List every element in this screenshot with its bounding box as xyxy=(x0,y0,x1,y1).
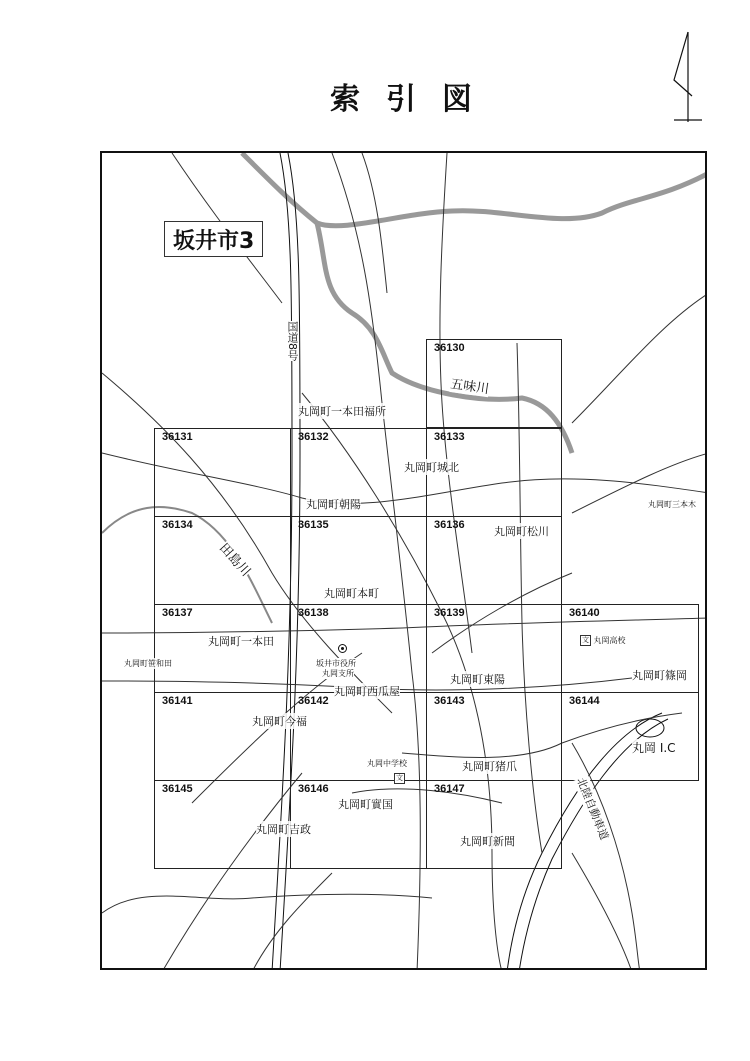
cell-id: 36136 xyxy=(434,519,465,531)
place-label: 丸岡町篠岡 xyxy=(632,669,687,682)
north-arrow-icon xyxy=(672,30,712,140)
grid-cell[interactable] xyxy=(154,516,291,605)
high-school-label xyxy=(580,635,626,646)
cell-id: 36142 xyxy=(298,695,329,707)
place-label: 丸岡町一本田福所 xyxy=(298,405,386,418)
grid-cell[interactable] xyxy=(426,339,562,428)
gomi-river-label: 五味川 xyxy=(449,373,490,397)
grid-cell[interactable] xyxy=(154,692,291,781)
place-label: 丸岡町本町 xyxy=(324,587,379,600)
city-office-branch-label: 丸岡支所 xyxy=(322,669,354,678)
cell-id: 36146 xyxy=(298,783,329,795)
cell-id: 36145 xyxy=(162,783,193,795)
place-label: 丸岡町東陽 xyxy=(450,673,505,686)
place-label: 丸岡町猪爪 xyxy=(462,760,517,773)
page-title: 索引図 xyxy=(330,82,498,117)
middle-school-label: 丸岡中学校 xyxy=(367,759,407,768)
cell-id: 36131 xyxy=(162,431,193,443)
place-label: 丸岡町朝陽 xyxy=(306,498,361,511)
cell-id: 36138 xyxy=(298,607,329,619)
cell-id: 36140 xyxy=(569,607,600,619)
index-map xyxy=(100,151,707,970)
ic-label: 丸岡 I.C xyxy=(632,741,676,755)
place-label: 丸岡町西瓜屋 xyxy=(334,685,400,698)
place-label: 丸岡町三本木 xyxy=(648,500,696,509)
cell-id: 36137 xyxy=(162,607,193,619)
cell-id: 36139 xyxy=(434,607,465,619)
place-label: 丸岡町一本田 xyxy=(208,635,274,648)
cell-id: 36144 xyxy=(569,695,600,707)
cell-id: 36133 xyxy=(434,431,465,443)
place-label: 丸岡町城北 xyxy=(404,461,459,474)
gomi-river xyxy=(242,153,707,226)
middle-school-symbol xyxy=(394,768,405,787)
school-icon: 文 xyxy=(396,774,403,782)
cell-id: 36141 xyxy=(162,695,193,707)
high-school-name: 丸岡高校 xyxy=(593,636,626,645)
grid-cell[interactable] xyxy=(561,692,699,781)
place-label: 丸岡町實国 xyxy=(338,798,393,811)
city-label: 坂井市3 xyxy=(164,221,263,257)
cell-id: 36135 xyxy=(298,519,329,531)
cell-id: 36143 xyxy=(434,695,465,707)
place-label: 丸岡町今福 xyxy=(252,715,307,728)
grid-cell[interactable] xyxy=(154,428,291,517)
place-label: 丸岡町新間 xyxy=(460,835,515,848)
tajima-river-label: 田島川 xyxy=(216,538,256,580)
place-label: 丸岡町松川 xyxy=(494,525,549,538)
cell-id: 36134 xyxy=(162,519,193,531)
grid-cell[interactable] xyxy=(426,780,562,869)
place-label: 丸岡町吉政 xyxy=(256,823,311,836)
city-office-icon xyxy=(338,644,347,653)
expressway-label: 北陸自動車道 xyxy=(574,775,611,842)
cell-id: 36147 xyxy=(434,783,465,795)
grid-cell[interactable] xyxy=(290,604,427,693)
school-icon: 文 xyxy=(582,636,589,644)
cell-id: 36132 xyxy=(298,431,329,443)
city-office-label: 坂井市役所 xyxy=(316,659,356,668)
cell-id: 36130 xyxy=(434,342,465,354)
route-8-label: 国道8号 xyxy=(286,321,299,361)
place-label: 丸岡町笹和田 xyxy=(124,659,172,668)
